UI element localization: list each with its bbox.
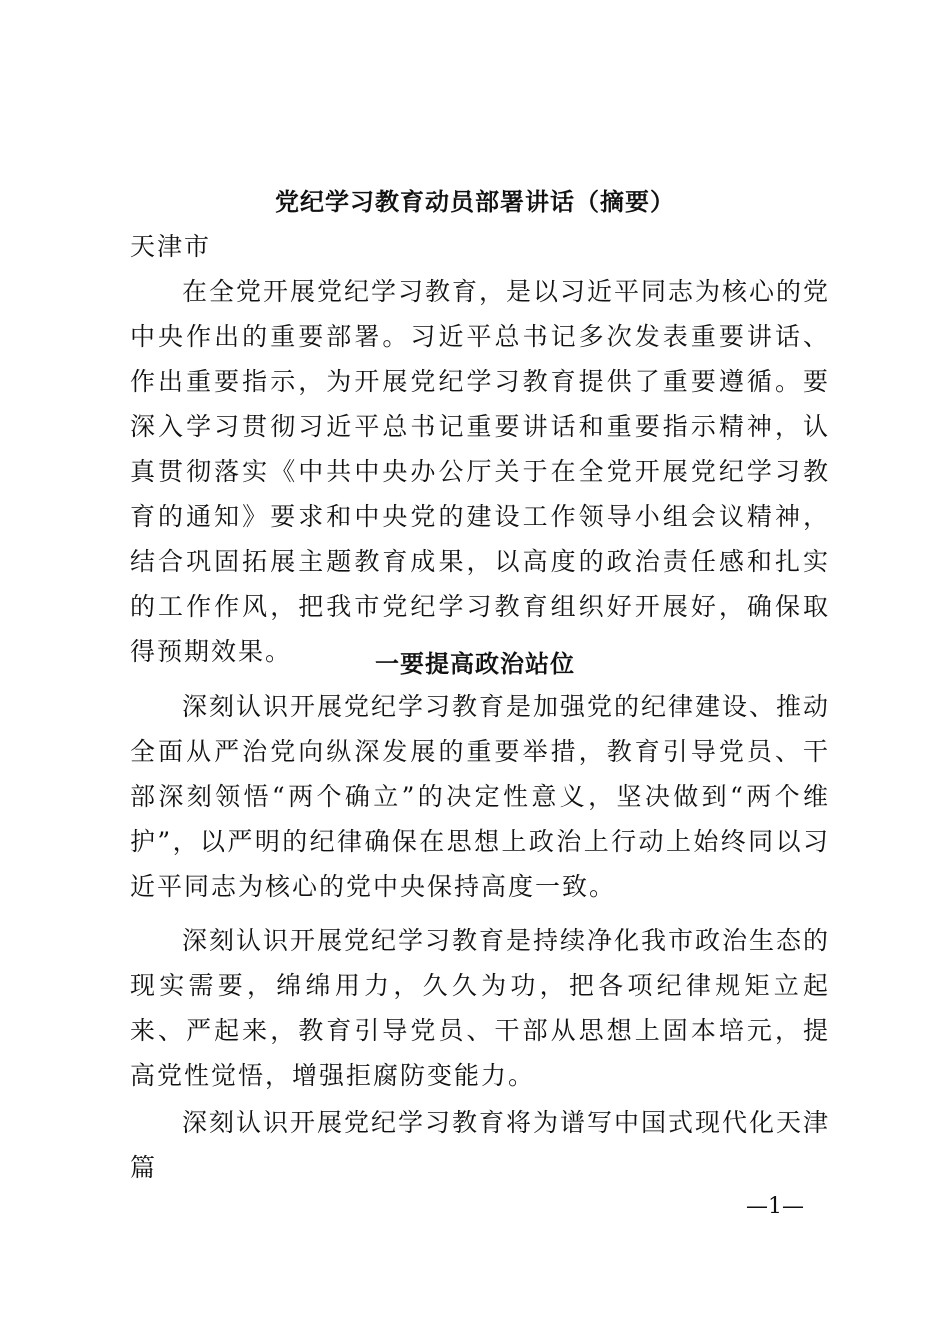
- author-line: 天津市: [130, 232, 212, 261]
- section-paragraph-2: 深刻认识开展党纪学习教育是持续净化我市政治生态的现实需要，绵绵用力，久久为功，把各项纪律规矩立起来、严起来，教育引导党员、干部从思想上固本培元，提高党性觉悟，增强拒腐防变能力。: [130, 926, 831, 1090]
- section-heading: 一要提高政治站位: [375, 649, 575, 678]
- section-paragraph-3: 深刻认识开展党纪学习教育将为谱写中国式现代化天津篇: [130, 1108, 831, 1182]
- intro-paragraph: 在全党开展党纪学习教育，是以习近平同志为核心的党中央作出的重要部署。习近平总书记多次发表重要讲话、作出重要指示，为开展党纪学习教育提供了重要遵循。要深入学习贯彻习近平总书记重要讲话和重要指示精神，认真贯彻落实《中共中央办公厅关于在全党开展党纪学习教育的通知》要求和中央党的建设工作领导小组会议精神，结合巩固拓展主题教育成果，以高度的政治责任感和扎实的工作作风，把我市党纪学习教育组织好开展好，确保取得预期效果。: [130, 277, 831, 666]
- section-paragraph-1: 深刻认识开展党纪学习教育是加强党的纪律建设、推动全面从严治党向纵深发展的重要举措，教育引导党员、干部深刻领悟“两个确立”的决定性意义，坚决做到“两个维护”，以严明的纪律确保在思想上政治上行动上始终同以习近平同志为核心的党中央保持高度一致。: [130, 692, 831, 901]
- document-title: 党纪学习教育动员部署讲话（摘要）: [275, 187, 675, 216]
- page-number: —1—: [746, 1194, 804, 1219]
